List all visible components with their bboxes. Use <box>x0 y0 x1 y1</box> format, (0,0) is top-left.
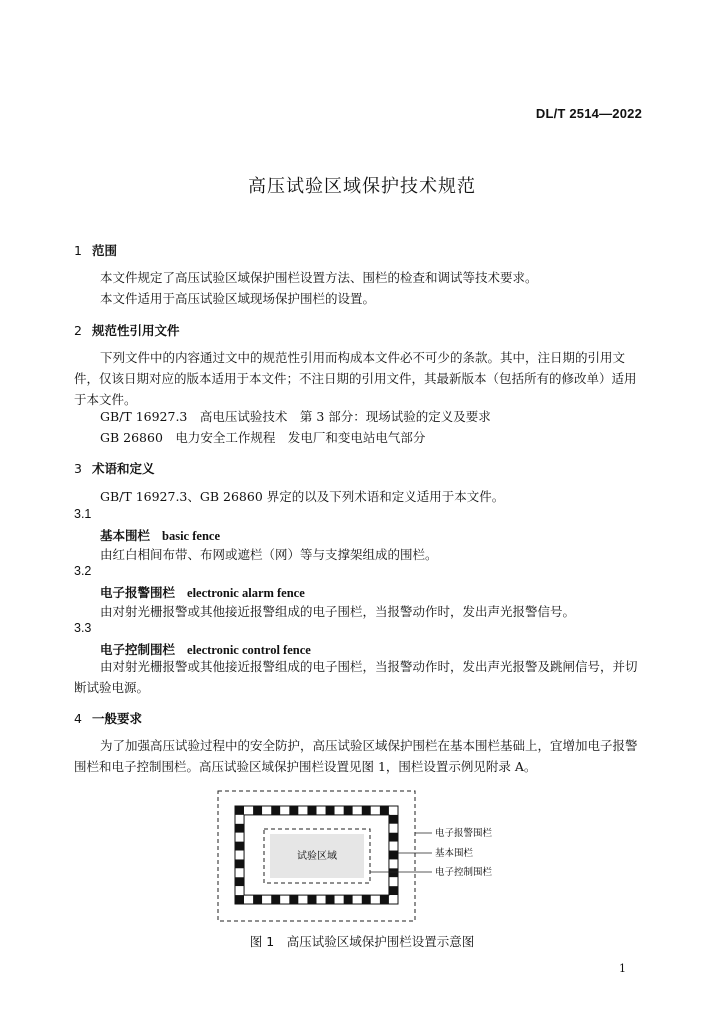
section-title: 术语和定义 <box>92 461 155 476</box>
fence-segment <box>280 806 289 815</box>
fence-segment <box>389 859 398 868</box>
fence-segment <box>235 815 244 824</box>
fence-segment <box>235 895 244 904</box>
fence-segment <box>389 877 398 886</box>
reference-item: GB 26860 电力安全工作规程 发电厂和变电站电气部分 <box>100 430 426 445</box>
fence-segment <box>235 851 244 860</box>
term-definition: 由对射光栅报警或其他接近报警组成的电子围栏，当报警动作时，发出声光报警信号。 <box>100 604 576 619</box>
fence-segment <box>244 806 253 815</box>
fence-segment <box>362 895 371 904</box>
fence-segment <box>271 806 280 815</box>
fence-segment <box>335 806 344 815</box>
section-title: 一般要求 <box>92 711 143 726</box>
fence-segment <box>389 895 398 904</box>
fence-segment <box>271 895 280 904</box>
fence-segment <box>235 877 244 886</box>
fence-segment <box>280 895 289 904</box>
fence-segment <box>389 851 398 860</box>
fence-segment <box>344 895 353 904</box>
term-en: basic fence <box>162 529 220 543</box>
term-number: 3.3 <box>74 621 92 635</box>
fence-segment <box>253 895 262 904</box>
fence-segment <box>235 842 244 851</box>
doc-code: DL/T 2514—2022 <box>535 106 642 121</box>
fence-segment <box>317 806 326 815</box>
test-area-label: 试验区域 <box>297 851 337 862</box>
fence-segment <box>344 806 353 815</box>
fence-segment <box>298 895 307 904</box>
fence-segment <box>235 806 244 815</box>
label-alarm-fence: 电子报警围栏 <box>435 828 493 839</box>
fence-segment <box>235 824 244 833</box>
fence-segment <box>389 815 398 824</box>
fence-segment <box>371 895 380 904</box>
section-1-para-2: 本文件适用于高压试验区域现场保护围栏的设置。 <box>100 291 376 306</box>
label-control-fence: 电子控制围栏 <box>435 867 493 878</box>
fence-segment <box>326 806 335 815</box>
fence-segment <box>235 868 244 877</box>
label-basic-fence: 基本围栏 <box>435 848 474 859</box>
fence-segment <box>326 895 335 904</box>
fence-segment <box>317 895 326 904</box>
term-en: electronic control fence <box>187 643 311 657</box>
term-number: 3.1 <box>74 507 92 521</box>
fence-segment <box>380 806 389 815</box>
section-3-intro: GB/T 16927.3、GB 26860 界定的以及下列术语和定义适用于本文件。 <box>100 489 505 504</box>
fence-segment <box>389 833 398 842</box>
fence-segment <box>262 895 271 904</box>
fence-segment <box>298 806 307 815</box>
section-2-para: 下列文件中的内容通过文中的规范性引用而构成本文件必不可少的条款。其中，注日期的引用文件，仅该日期对应的版本适用于本文件；不注日期的引用文件，其最新版本（包括所有的修改单）适用于本文件。 <box>74 350 637 407</box>
fence-segment <box>362 806 371 815</box>
section-1-para-1: 本文件规定了高压试验区域保护围栏设置方法、围栏的检查和调试等技术要求。 <box>100 270 538 285</box>
section-number: 1 <box>74 243 82 258</box>
fence-segment <box>389 806 398 815</box>
fence-segment <box>353 806 362 815</box>
section-title: 范围 <box>92 243 118 258</box>
fence-segment <box>253 806 262 815</box>
page-title: 高压试验区域保护技术规范 <box>248 176 476 197</box>
figure-caption: 图 1 高压试验区域保护围栏设置示意图 <box>249 934 475 949</box>
reference-item: GB/T 16927.3 高电压试验技术 第 3 部分：现场试验的定义及要求 <box>100 409 491 424</box>
term-number: 3.2 <box>74 564 92 578</box>
fence-segment <box>235 833 244 842</box>
fence-segment <box>235 859 244 868</box>
fence-segment <box>353 895 362 904</box>
section-number: 4 <box>74 711 82 726</box>
section-number: 2 <box>74 323 82 338</box>
fence-segment <box>262 806 271 815</box>
fence-segment <box>389 824 398 833</box>
section-number: 3 <box>74 461 82 476</box>
term-zh: 基本围栏 <box>100 528 151 543</box>
section-title: 规范性引用文件 <box>92 323 180 338</box>
section-4-para: 为了加强高压试验过程中的安全防护，高压试验区域保护围栏在基本围栏基础上，宜增加电子报警围栏和电子控制围栏。高压试验区域保护围栏设置见图 1，围栏设置示例见附录 A。 <box>74 738 638 774</box>
term-zh: 电子控制围栏 <box>100 642 176 657</box>
fence-segment <box>335 895 344 904</box>
fence-segment <box>389 886 398 895</box>
fence-segment <box>307 895 316 904</box>
term-zh: 电子报警围栏 <box>100 585 176 600</box>
fence-segment <box>389 868 398 877</box>
fence-segment <box>380 895 389 904</box>
fence-segment <box>235 886 244 895</box>
term-definition: 由红白相间布带、布网或遮栏（网）等与支撑架组成的围栏。 <box>100 547 438 562</box>
fence-segment <box>289 806 298 815</box>
term-definition: 由对射光栅报警或其他接近报警组成的电子围栏，当报警动作时，发出声光报警及跳闸信号，并切断试验电源。 <box>74 659 638 695</box>
fence-segment <box>307 806 316 815</box>
page-number: 1 <box>619 962 626 975</box>
fence-segment <box>289 895 298 904</box>
fence-segment <box>389 842 398 851</box>
term-en: electronic alarm fence <box>187 586 305 600</box>
fence-segment <box>244 895 253 904</box>
fence-segment <box>371 806 380 815</box>
